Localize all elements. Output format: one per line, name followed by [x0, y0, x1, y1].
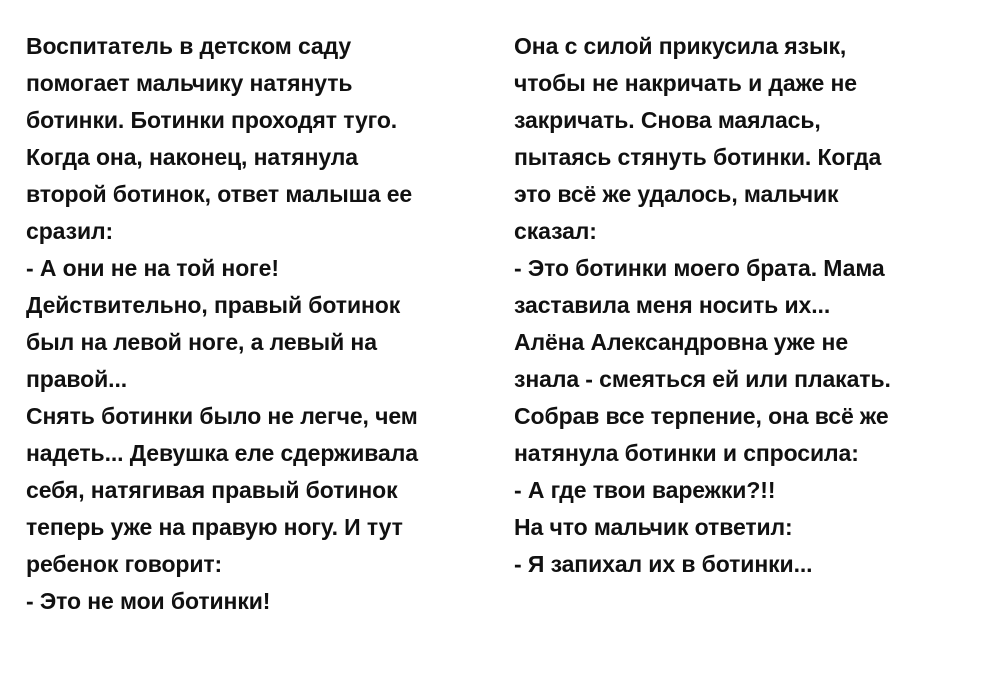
text-line: Собрав все терпение, она всё же: [514, 403, 889, 429]
text-line: чтобы не накричать и даже не: [514, 70, 857, 96]
text-line: теперь уже на правую ногу. И тут: [26, 514, 403, 540]
text-line: Снять ботинки было не легче, чем: [26, 403, 418, 429]
text-line: ботинки. Ботинки проходят туго.: [26, 107, 398, 133]
text-line: помогает мальчику натянуть: [26, 70, 353, 96]
text-line: Когда она, наконец, натянула: [26, 144, 358, 170]
text-line: Воспитатель в детском саду: [26, 33, 352, 59]
left-column: [26, 28, 478, 620]
text-line: натянула ботинки и спросила:: [514, 440, 859, 466]
text-line: - А где твои варежки?!!: [514, 477, 776, 503]
text-line: закричать. Снова маялась,: [514, 107, 821, 133]
text-line: На что мальчик ответил:: [514, 514, 793, 540]
right-column: [514, 28, 984, 583]
text-line: сразил:: [26, 218, 114, 244]
text-line: это всё же удалось, мальчик: [514, 181, 839, 207]
text-line: надеть... Девушка еле сдерживала: [26, 440, 418, 466]
text-line: - Это не мои ботинки!: [26, 588, 271, 614]
text-line: заставила меня носить их...: [514, 292, 831, 318]
text-line: был на левой ноге, а левый на: [26, 329, 377, 355]
text-line: Алёна Александровна уже не: [514, 329, 849, 355]
text-line: - А они не на той ноге!: [26, 255, 279, 281]
text-line: Действительно, правый ботинок: [26, 292, 401, 318]
text-line: - Это ботинки моего брата. Мама: [514, 255, 885, 281]
text-line: правой...: [26, 366, 128, 392]
text-line: сказал:: [514, 218, 597, 244]
text-line: пытаясь стянуть ботинки. Когда: [514, 144, 882, 170]
text-columns: [26, 28, 974, 678]
text-line: ребенок говорит:: [26, 551, 223, 577]
text-line: Она с силой прикусила язык,: [514, 33, 847, 59]
text-line: знала - смеяться ей или плакать.: [514, 366, 891, 392]
text-line: себя, натягивая правый ботинок: [26, 477, 398, 503]
text-line: второй ботинок, ответ малыша ее: [26, 181, 413, 207]
text-line: - Я запихал их в ботинки...: [514, 551, 813, 577]
